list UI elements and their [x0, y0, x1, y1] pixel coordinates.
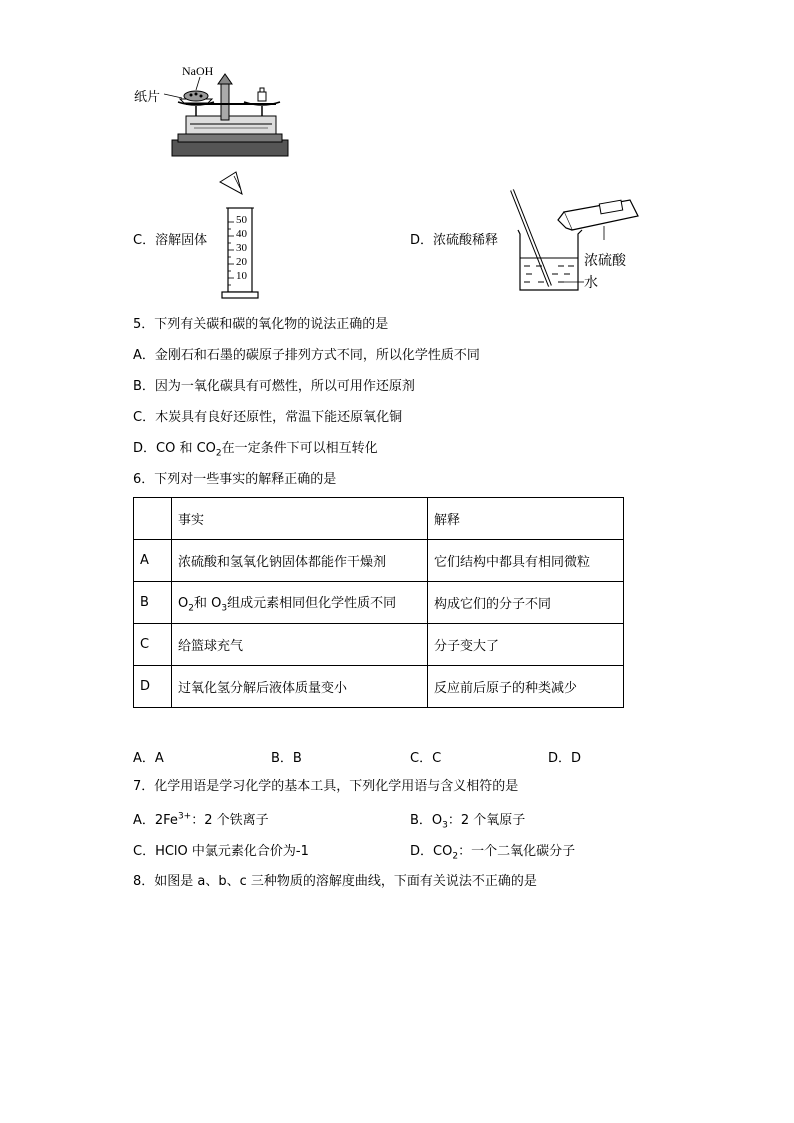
row-fact: 过氧化氢分解后液体质量变小 [172, 666, 428, 708]
table-row [134, 540, 624, 582]
table-row [134, 624, 624, 666]
table-header-key [134, 498, 172, 540]
q7-option-c[interactable]: C．HClO 中氯元素化合价为-1 [133, 844, 309, 859]
q7-option-d[interactable] [410, 840, 575, 862]
row-explain: 它们结构中都具有相同微粒 [428, 540, 624, 582]
dilution-figure [508, 186, 648, 296]
row-fact [172, 582, 428, 624]
q7-b-sub: 3 [442, 820, 448, 831]
row-fact-part: 组成元素相同但化学性质不同 [227, 595, 397, 611]
tick-40: 40 [236, 228, 247, 240]
row-explain: 反应前后原子的种类减少 [428, 666, 624, 708]
tick-30: 30 [236, 242, 247, 254]
q7-a-sup: 3+ [177, 811, 192, 822]
row-key: C [134, 624, 172, 666]
q6-table [133, 497, 624, 708]
q7-a-text-2: ：2 个铁离子 [191, 813, 269, 828]
q6-option-b[interactable]: B．B [271, 751, 302, 766]
q7-b-text-1: B．O [410, 813, 443, 828]
row-explain: 分子变大了 [428, 624, 624, 666]
q6-option-a[interactable]: A．A [133, 751, 164, 766]
option-c-label: C．溶解固体 [133, 233, 208, 248]
option-d-label: D．浓硫酸稀释 [410, 233, 499, 248]
q7-d-sub: 2 [452, 851, 459, 862]
table-row [134, 666, 624, 708]
q5-option-b[interactable]: B．因为一氧化碳具有可燃性，所以可用作还原剂 [133, 379, 415, 394]
row-fact-part: O [178, 595, 189, 611]
q7-option-b[interactable] [410, 809, 525, 831]
row-key: D [134, 666, 172, 708]
row-fact-part: 和 O [193, 595, 222, 611]
q5-option-c[interactable]: C．木炭具有良好还原性，常温下能还原氧化铜 [133, 410, 403, 425]
q7-a-text-1: A．2Fe [133, 813, 178, 828]
row-key: A [134, 540, 172, 582]
water-label: 水 [584, 275, 598, 291]
q5-d-sub: 2 [215, 448, 222, 459]
row-fact: 给篮球充气 [172, 624, 428, 666]
row-fact-sub: 3 [221, 603, 228, 614]
q6-option-c[interactable]: C．C [410, 751, 442, 766]
q6-stem: 6．下列对一些事实的解释正确的是 [133, 472, 337, 487]
balance-figure [134, 62, 294, 162]
q5-option-d[interactable] [133, 440, 378, 463]
dilution-drawing [508, 186, 648, 296]
table-header-fact: 事实 [172, 498, 428, 540]
balance-drawing [134, 62, 294, 162]
q7-d-text-1: D．CO [410, 844, 453, 859]
q5-d-text-1: D．CO 和 CO [133, 441, 216, 456]
row-explain: 构成它们的分子不同 [428, 582, 624, 624]
q7-d-text-2: ：一个二氧化碳分子 [458, 844, 576, 859]
table-header-row [134, 498, 624, 540]
q7-option-a[interactable] [133, 809, 269, 828]
tick-50: 50 [236, 214, 247, 226]
q5-option-a[interactable]: A．金刚石和石墨的碳原子排列方式不同，所以化学性质不同 [133, 348, 480, 363]
tick-20: 20 [236, 256, 247, 268]
q5-stem: 5．下列有关碳和碳的氧化物的说法正确的是 [133, 317, 389, 332]
table-row [134, 582, 624, 624]
q7-stem: 7．化学用语是学习化学的基本工具，下列化学用语与含义相符的是 [133, 779, 519, 794]
q8-stem: 8．如图是 a、b、c 三种物质的溶解度曲线，下面有关说法不正确的是 [133, 874, 537, 889]
q6-option-d[interactable]: D．D [548, 751, 582, 766]
table-header-explain: 解释 [428, 498, 624, 540]
tick-10: 10 [236, 270, 247, 282]
row-fact-sub: 2 [188, 603, 194, 614]
naoh-label: NaOH [182, 64, 214, 78]
paper-label: 纸片 [134, 90, 161, 105]
q5-d-text-2: 在一定条件下可以相互转化 [221, 441, 378, 456]
row-key: B [134, 582, 172, 624]
cylinder-figure [214, 170, 274, 302]
q7-b-text-2: ：2 个氧原子 [447, 813, 526, 828]
acid-label: 浓硫酸 [584, 253, 626, 269]
row-fact: 浓硫酸和氢氧化钠固体都能作干燥剂 [172, 540, 428, 582]
